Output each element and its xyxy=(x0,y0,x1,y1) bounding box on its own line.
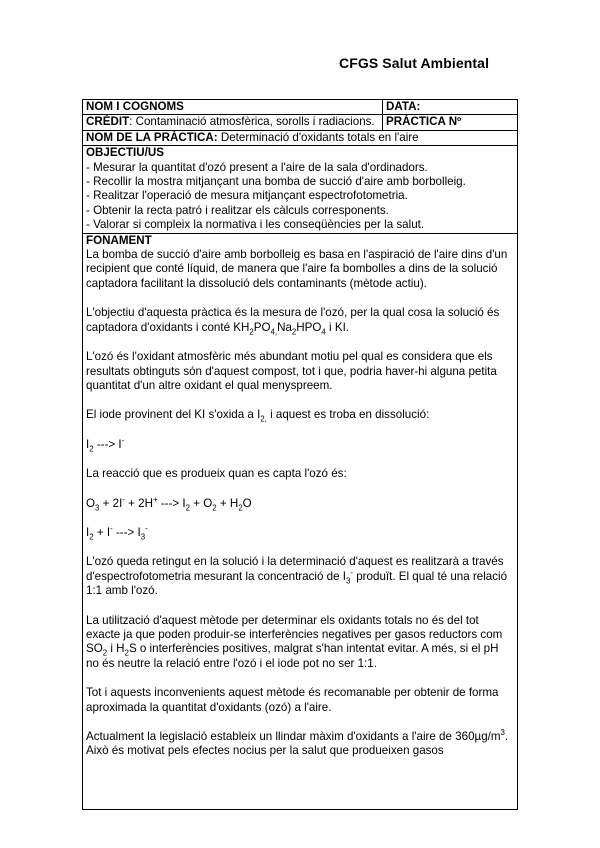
objectives-cell xyxy=(83,146,518,233)
text-run: Actualment la legislació estableix un llindar màxim d'oxidants a l'aire de 360µg/m xyxy=(86,730,501,743)
document-header-title: CFGS Salut Ambiental xyxy=(339,55,490,71)
practice-number-cell xyxy=(383,115,518,130)
text-run: I xyxy=(86,437,90,451)
text-run: HPO xyxy=(296,320,322,334)
row-practice-name xyxy=(83,130,518,145)
text-run: Na xyxy=(277,320,292,334)
text-run: O xyxy=(86,496,96,510)
objective-item: - Obtenir la recta patró i realitzar els càlculs corresponents. xyxy=(86,203,389,217)
subscript: 2 xyxy=(102,648,108,658)
subscript: 3 xyxy=(140,532,146,542)
subscript: 2 xyxy=(124,648,129,658)
fonament-paragraph-6 xyxy=(86,555,514,598)
subscript: 3 xyxy=(346,576,351,586)
row-name xyxy=(83,100,518,115)
subscript: 2 xyxy=(291,327,297,336)
name-cell xyxy=(83,100,383,115)
fonament-paragraph-3: L'ozó és l'oxidant atmosfèric més abundant motiu pel qual es considera que els resultats obtinguts són d'aquest compost, tot i que, podria haver-hi alguna petita quantitat d'un altre oxidant el qual menyspreem. xyxy=(86,350,497,392)
text-run: + I xyxy=(93,525,111,539)
text-run: i aquest es troba en dissolució: xyxy=(266,408,430,422)
superscript: - xyxy=(110,524,113,534)
text-run: PO xyxy=(253,320,271,334)
text-run: La utilització d'aquest mètode per determinar els oxidants totals no és del tot exacte ja que poden produir-se interferències negatives per gasos reductors com SO xyxy=(86,613,503,656)
superscript: - xyxy=(122,494,125,504)
practice-name-label: NOM DE LA PRÀCTICA: xyxy=(86,130,218,144)
objective-item: - Realitzar l'operació de mesura mitjançant espectrofotometria. xyxy=(86,189,408,203)
objectives-list xyxy=(86,161,514,233)
text-run: ---> I xyxy=(93,437,122,451)
credit-value: : Contaminació atmosfèrica, sorolls i radiacions. xyxy=(129,115,375,129)
fonament-label: FONAMENT xyxy=(86,233,152,247)
subscript: 2, xyxy=(260,414,267,424)
subscript: 4, xyxy=(270,327,278,336)
superscript: - xyxy=(121,435,125,445)
text-run: produït. El qual té una relació 1:1 amb l'ozó. xyxy=(86,569,508,598)
row-credit xyxy=(83,115,518,130)
subscript: 2 xyxy=(249,327,254,336)
text-run: S o interferències positives, malgrat s'han intentat evitar. A més, si el pH no és neutre la relació entre l'ozó i el iode pot no ser 1:1. xyxy=(86,642,499,670)
equation-2 xyxy=(86,494,514,512)
objective-item: - Valorar si compleix la normativa i les conseqüències per la salut. xyxy=(86,218,425,232)
subscript: 2 xyxy=(238,502,243,512)
text-run: . Això és motivat pels efectes nocius per la salut que produeixen gasos xyxy=(86,730,509,758)
fonament-paragraph-5: La reacció que es produeix quan es capta l'ozó és: xyxy=(86,467,347,481)
text-run: O xyxy=(242,496,252,510)
fonament-paragraph-7 xyxy=(86,614,514,672)
date-label: DATA: xyxy=(386,100,421,113)
row-fonament xyxy=(83,233,518,809)
date-cell xyxy=(383,100,518,115)
text-run: L'objectiu d'aquesta pràctica és la mesura de l'ozó, per la qual cosa la solució és captadora d'oxidants i conté KH xyxy=(86,306,500,334)
fonament-paragraph-1: La bomba de succió d'aire amb borbolleig es basa en l'aspiració de l'aire dins d'un recipient que conté líquid, de manera que l'aire fa bombolles a dins de la solució captadora facilitant la dissolució dels contaminants (mètode actiu). xyxy=(86,248,508,290)
subscript: 2 xyxy=(185,502,191,512)
objective-item: - Mesurar la quantitat d'ozó present a l'aire de la sala d'ordinadors. xyxy=(86,160,428,174)
fonament-paragraph-8: Tot i aquests inconvenients aquest mètode és recomanable per obtenir de forma aproximada la quantitat d'oxidants (ozó) a l'aire. xyxy=(86,686,499,714)
practice-name-cell xyxy=(83,130,518,145)
subscript: 2 xyxy=(212,502,217,512)
text-run: El iode provinent del KI s'oxida a I xyxy=(86,408,261,422)
text-run: I xyxy=(86,525,90,539)
superscript: - xyxy=(145,524,148,534)
equation-1 xyxy=(86,435,514,454)
subscript: 2 xyxy=(89,444,94,454)
fonament-paragraph-4 xyxy=(86,408,514,422)
practice-number-label: PRÀCTICA Nº xyxy=(386,115,462,129)
text-run: i H xyxy=(107,642,125,656)
practice-name-value: Determinació d'oxidants totals en l'aire xyxy=(220,130,419,144)
text-run: i KI. xyxy=(325,320,350,334)
fonament-paragraph-2 xyxy=(86,306,514,335)
superscript: - xyxy=(350,567,354,577)
text-run: + O xyxy=(190,496,213,510)
objectives-label: OBJECTIU/US xyxy=(86,146,164,160)
fonament-cell xyxy=(83,233,518,809)
superscript: 3 xyxy=(500,728,505,738)
text-run: L'ozó queda retingut en la solució i la determinació d'aquest es realitzarà a través d'espectrofotometria mesurant la concentració de I xyxy=(86,555,504,583)
equation-3 xyxy=(86,526,514,540)
subscript: 2 xyxy=(89,532,94,542)
subscript: 3 xyxy=(95,502,100,512)
subscript: 4 xyxy=(321,327,326,336)
practice-form-table xyxy=(82,99,518,810)
credit-cell xyxy=(83,115,383,130)
objective-item: - Recollir la mostra mitjançant una bomba de succió d'aire amb borbolleig. xyxy=(86,175,466,189)
name-label: NOM I COGNOMS xyxy=(86,100,184,113)
row-objectives xyxy=(83,146,518,233)
superscript: + xyxy=(152,494,158,504)
credit-label: CRÈDIT xyxy=(86,115,130,129)
fonament-paragraph-9 xyxy=(86,730,514,759)
text-run: ---> I xyxy=(112,525,141,539)
fonament-body xyxy=(86,234,514,809)
text-run: + H xyxy=(216,496,239,510)
text-run: + 2I xyxy=(99,496,123,510)
text-run: + 2H xyxy=(124,496,153,510)
text-run: ---> I xyxy=(157,496,186,510)
